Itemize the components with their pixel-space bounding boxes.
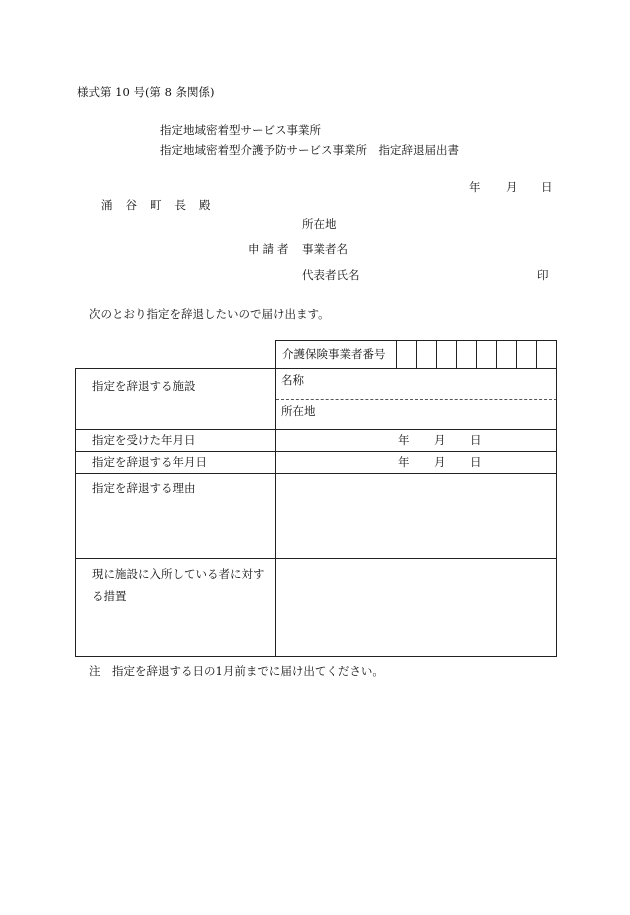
applicant-label: 申請者 — [248, 242, 292, 256]
digit-box-line — [476, 340, 477, 369]
date-year-label: 年 — [469, 180, 481, 194]
digit-box-line — [416, 340, 417, 369]
table-line — [75, 558, 557, 559]
addressee: 涌谷町長殿 — [101, 198, 224, 212]
applicant-address-label: 所在地 — [302, 217, 337, 231]
reason-label: 指定を辞退する理由 — [92, 481, 196, 495]
table-dashed-line — [276, 399, 557, 400]
date-day-label: 日 — [541, 180, 553, 194]
digit-box-line — [396, 340, 397, 369]
withdrawal-year: 年 — [398, 455, 410, 469]
withdrawal-day: 日 — [470, 455, 482, 469]
digit-box-line — [536, 340, 537, 369]
seal-mark: 印 — [537, 268, 549, 282]
withdrawal-date-label: 指定を辞退する年月日 — [92, 455, 207, 469]
digit-box-line — [436, 340, 437, 369]
withdrawal-month: 月 — [434, 455, 446, 469]
note-text: 注 指定を辞退する日の1月前までに届け出てください。 — [89, 664, 384, 678]
digit-box-line — [456, 340, 457, 369]
table-line — [275, 340, 276, 657]
representative-label: 代表者氏名 — [302, 268, 360, 282]
table-line — [75, 451, 557, 452]
digit-box-line — [516, 340, 517, 369]
form-number: 様式第 10 号(第 8 条関係) — [77, 85, 215, 99]
facility-name-label: 名称 — [281, 373, 304, 387]
table-line — [75, 368, 557, 369]
form-title-line2: 指定地域密着型介護予防サービス事業所 指定辞退届出書 — [160, 143, 459, 157]
digit-box-line — [496, 340, 497, 369]
intro-text: 次のとおり指定を辞退したいので届け出ます。 — [89, 307, 330, 321]
provider-number-label: 介護保険事業者番号 — [282, 347, 386, 361]
business-name-label: 事業者名 — [302, 242, 348, 256]
withdrawal-table — [75, 340, 557, 657]
table-line — [556, 340, 557, 657]
form-title-line1: 指定地域密着型サービス事業所 — [160, 123, 321, 137]
date-month-label: 月 — [506, 180, 518, 194]
designated-year: 年 — [398, 433, 410, 447]
table-line — [75, 656, 557, 657]
facility-label: 指定を辞退する施設 — [92, 379, 196, 393]
table-line — [75, 473, 557, 474]
table-line — [75, 429, 557, 430]
designated-day: 日 — [470, 433, 482, 447]
designated-date-label: 指定を受けた年月日 — [92, 433, 196, 447]
table-line — [75, 368, 76, 657]
facility-address-label: 所在地 — [281, 404, 316, 418]
measures-label: 現に施設に入所している者に対する措置 — [92, 567, 265, 603]
designated-month: 月 — [434, 433, 446, 447]
